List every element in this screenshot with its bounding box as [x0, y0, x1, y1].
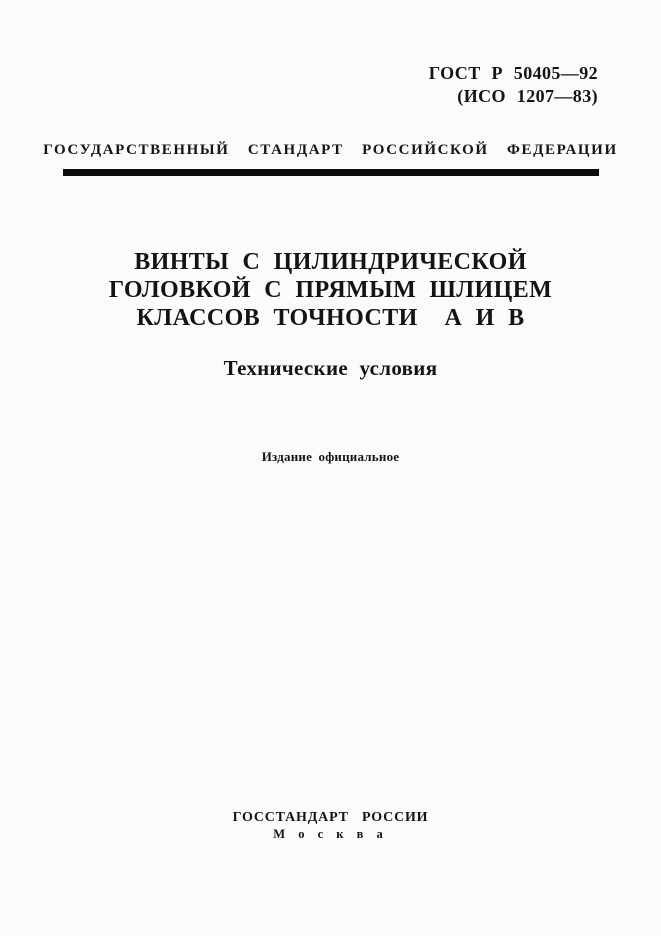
document-title	[0, 248, 661, 332]
standard-designation	[429, 62, 598, 108]
title-line-3: КЛАССОВ ТОЧНОСТИ А И В	[136, 305, 525, 331]
document-subtitle: Технические условия	[223, 356, 438, 380]
edition-note: Издание официальное	[261, 449, 400, 464]
footer	[0, 810, 661, 842]
iso-reference: (ИСО 1207—83)	[457, 86, 598, 106]
publisher-name: ГОССТАНДАРТ РОССИИ	[232, 810, 429, 825]
header-divider-rule	[63, 169, 599, 176]
state-standard-header: ГОСУДАРСТВЕННЫЙ СТАНДАРТ РОССИЙСКОЙ ФЕДЕРАЦИИ	[43, 142, 618, 158]
title-line-2: ГОЛОВКОЙ С ПРЯМЫМ ШЛИЦЕМ	[108, 277, 553, 303]
title-line-1: ВИНТЫ С ЦИЛИНДРИЧЕСКОЙ	[134, 249, 527, 275]
publisher-city: М о с к в а	[273, 827, 388, 841]
gost-number: ГОСТ Р 50405—92	[428, 63, 598, 83]
